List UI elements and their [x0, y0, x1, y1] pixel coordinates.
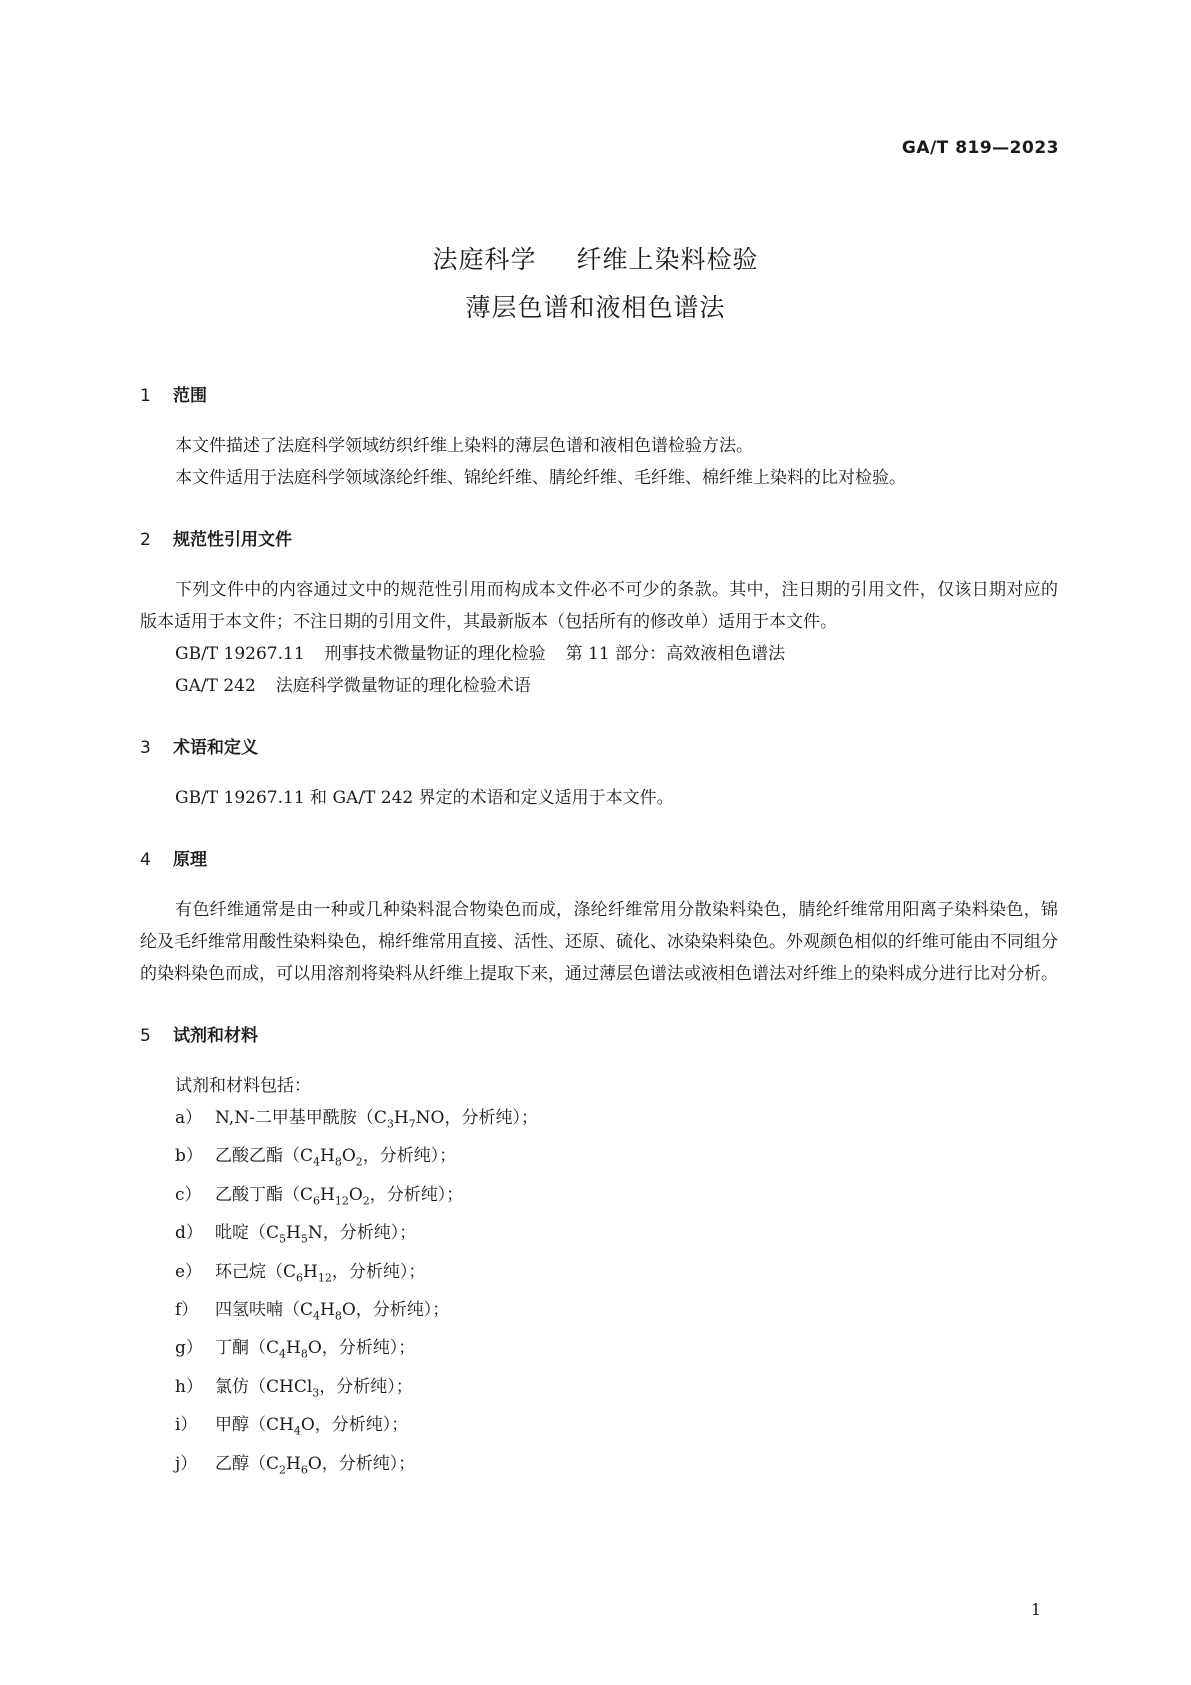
paragraph: 有色纤维通常是由一种或几种染料混合物染色而成，涤纶纤维常用分散染料染色，腈纶纤维常用阳离子染料染色，锦纶及毛纤维常用酸性染料染色，棉纤维常用直接、活性、还原、硫化、冰染染料染色。外观颜色相似的纤维可能由不同组分的染料染色而成，可以用溶剂将染料从纤维上提取下来，通过薄层色谱法或液相色谱法对纤维上的染料成分进行比对分析。 — [140, 900, 1058, 984]
section-heading: 1 范围 — [140, 386, 207, 406]
title-line-1: 法庭科学 纤维上染料检验 — [432, 245, 759, 274]
section-heading: 4 原理 — [140, 850, 207, 870]
reagent-item: c） 乙酸丁酯（$C_6H_{12}O_2$，分析纯）； — [175, 1184, 464, 1208]
standard-code: GA/T 819—2023 — [901, 138, 1059, 158]
title-line-2: 薄层色谱和液相色谱法 — [465, 293, 726, 322]
paragraph: 试剂和材料包括： — [175, 1076, 311, 1096]
paragraph: 本文件描述了法庭科学领域纺织纤维上染料的薄层色谱和液相色谱检验方法。 — [175, 436, 753, 456]
section-heading: 2 规范性引用文件 — [140, 530, 292, 550]
paragraph: 下列文件中的内容通过文中的规范性引用而构成本文件必不可少的条款。其中，注日期的引用文件，仅该日期对应的版本适用于本文件；不注日期的引用文件，其最新版本（包括所有的修改单）适用于本文件。 — [140, 580, 1058, 632]
reagent-item: f） 四氢呋喃（$C_4H_8O$，分析纯）； — [175, 1299, 450, 1323]
reagent-item: e） 环己烷（$C_6H_{12}$，分析纯）； — [175, 1261, 426, 1284]
reagent-item: b） 乙酸乙酯（$C_4H_8O_2$，分析纯）； — [175, 1146, 457, 1169]
reagent-item: a） N,N-二甲基甲酰胺（$C_3H_7NO$，分析纯）； — [175, 1108, 538, 1131]
page-number: 1 — [1030, 1600, 1041, 1619]
reagent-item: h） 氯仿（CHCl$_3$，分析纯）； — [175, 1376, 413, 1400]
paragraph: GB/T 19267.11 和 GA/T 242 界定的术语和定义适用于本文件。 — [175, 788, 674, 808]
reagent-item: g） 丁酮（$C_4H_8O$，分析纯）； — [175, 1338, 416, 1361]
document-title — [0, 236, 1191, 332]
reference-item: GB/T 19267.11 刑事技术微量物证的理化检验 第 11 部分：高效液相色谱法 — [175, 644, 786, 664]
reference-item: GA/T 242 法庭科学微量物证的理化检验术语 — [175, 676, 531, 696]
paragraph: 本文件适用于法庭科学领域涤纶纤维、锦纶纤维、腈纶纤维、毛纤维、棉纤维上染料的比对检验。 — [175, 468, 906, 488]
reagent-item: j） 乙醇（$C_2H_6O$，分析纯）； — [175, 1453, 416, 1476]
reagent-item: d） 吡啶（$C_5H_5N$，分析纯）； — [175, 1223, 417, 1246]
document-body — [140, 380, 1058, 1486]
section-heading: 3 术语和定义 — [140, 738, 258, 758]
reagent-list — [140, 1102, 1058, 1486]
reagent-item: i） 甲醇（$CH_4O$，分析纯）； — [175, 1415, 409, 1438]
section-heading: 5 试剂和材料 — [140, 1026, 258, 1046]
